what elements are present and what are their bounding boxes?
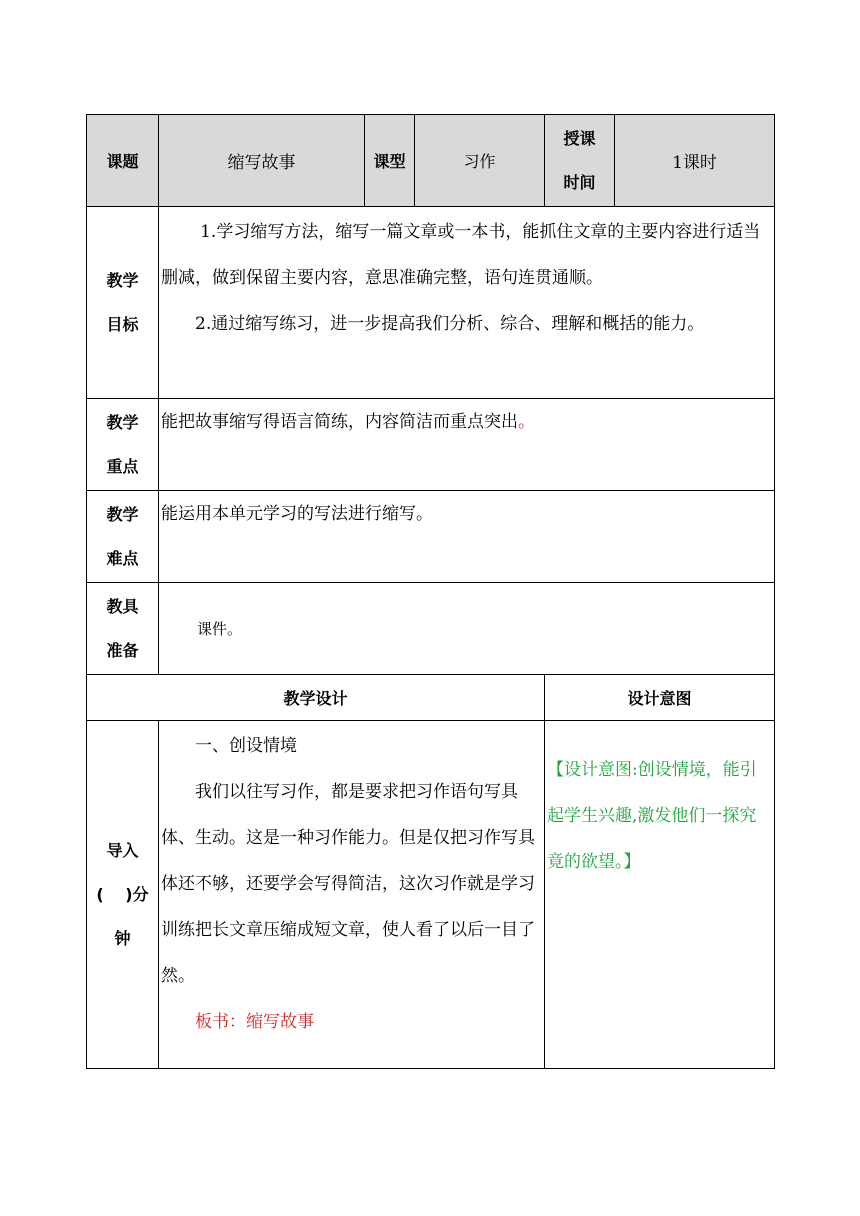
key-points-row xyxy=(87,399,775,491)
design-header-row xyxy=(87,675,775,721)
intro-label-line-1: 导入 xyxy=(106,840,139,860)
objectives-row xyxy=(87,207,775,399)
intro-label-line-2: ( )分 xyxy=(96,884,149,904)
intro-label-line-3: 钟 xyxy=(114,928,131,948)
time-label-line-2: 时间 xyxy=(563,172,596,192)
topic-value: 缩写故事 xyxy=(159,115,365,207)
objective-2: 2.通过缩写练习，进一步提高我们分析、综合、理解和概括的能力。 xyxy=(195,314,705,334)
header-row xyxy=(87,115,775,207)
difficulties-label-line-2: 难点 xyxy=(106,548,139,568)
key-points-text xyxy=(161,399,772,445)
difficulties-label-line-1: 教学 xyxy=(106,504,139,524)
intro-content xyxy=(159,721,545,1069)
materials-text: 课件。 xyxy=(197,620,243,638)
difficulties-content xyxy=(159,491,775,583)
key-points-label-line-1: 教学 xyxy=(106,412,139,432)
intro-intent xyxy=(545,721,775,1069)
intro-heading: 一、创设情境 xyxy=(195,736,297,756)
objectives-content xyxy=(159,207,775,399)
materials-label xyxy=(87,583,159,675)
key-points-label-line-2: 重点 xyxy=(106,456,139,476)
time-label xyxy=(545,115,615,207)
key-points-content xyxy=(159,399,775,491)
difficulties-label xyxy=(87,491,159,583)
key-points-end-mark: 。 xyxy=(518,412,535,432)
materials-row xyxy=(87,583,775,675)
lesson-plan-table xyxy=(86,114,775,1069)
time-label-line-1: 授课 xyxy=(563,128,596,148)
lesson-plan-page xyxy=(86,114,774,1069)
difficulties-row xyxy=(87,491,775,583)
intro-paragraph: 我们以往写习作，都是要求把习作语句写具体、生动。这是一种习作能力。但是仅把习作写具体还不够，还要学会写得简洁，这次习作就是学习训练把长文章压缩成短文章，使人看了以后一目了然。 xyxy=(161,782,535,986)
intro-board: 板书：缩写故事 xyxy=(195,1012,314,1032)
objectives-label-line-2: 目标 xyxy=(106,314,139,334)
key-points-label xyxy=(87,399,159,491)
design-header: 教学设计 xyxy=(87,675,545,721)
materials-content xyxy=(159,583,775,675)
time-value: 1课时 xyxy=(615,115,775,207)
intro-intent-text: 【设计意图:创设情境，能引起学生兴趣,激发他们一探究竟的欲望。】 xyxy=(547,760,757,872)
materials-label-line-1: 教具 xyxy=(106,596,139,616)
type-label: 课型 xyxy=(365,115,415,207)
intent-header: 设计意图 xyxy=(545,675,775,721)
objectives-label xyxy=(87,207,159,399)
objective-1: 1.学习缩写方法，缩写一篇文章或一本书，能抓住文章的主要内容进行适当删减，做到保留主要内容，意思准确完整，语句连贯通顺。 xyxy=(161,222,761,288)
intro-label xyxy=(87,721,159,1069)
key-points-main: 能把故事缩写得语言简练，内容简洁而重点突出 xyxy=(161,412,518,432)
type-value: 习作 xyxy=(415,115,545,207)
intro-row xyxy=(87,721,775,1069)
topic-label: 课题 xyxy=(87,115,159,207)
materials-label-line-2: 准备 xyxy=(106,640,139,660)
objectives-label-line-1: 教学 xyxy=(106,270,139,290)
difficulties-text: 能运用本单元学习的写法进行缩写。 xyxy=(161,504,433,524)
